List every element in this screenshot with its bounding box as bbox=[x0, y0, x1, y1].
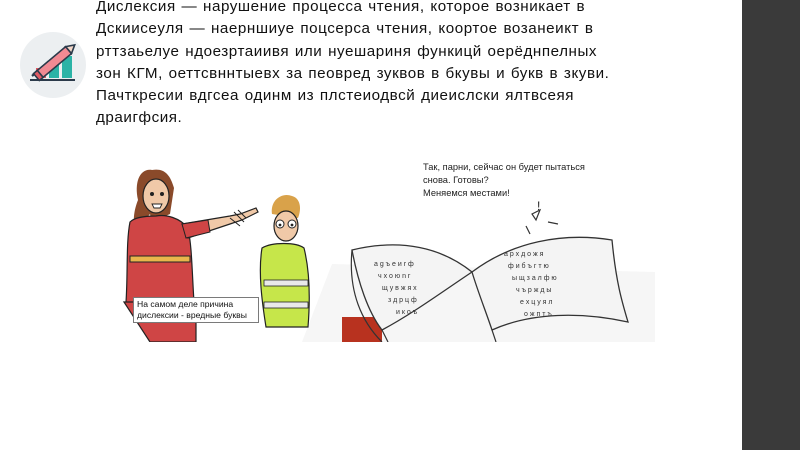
svg-text:ы щ з а л ф ю: ы щ з а л ф ю bbox=[512, 275, 557, 282]
svg-text:е х ц у я л: е х ц у я л bbox=[520, 299, 553, 306]
svg-text:ч х о ю n г: ч х о ю n г bbox=[378, 273, 411, 280]
svg-text:о ж п т ъ: о ж п т ъ bbox=[524, 311, 552, 318]
svg-text:и к о ъ: и к о ъ bbox=[396, 309, 418, 316]
svg-text:з д р ц ф: з д р ц ф bbox=[388, 297, 417, 304]
svg-text:щ у в ж я х: щ у в ж я х bbox=[382, 285, 417, 292]
comic-caption-right bbox=[423, 161, 653, 200]
caption-line: снова. Готовы? bbox=[423, 175, 489, 185]
side-panel bbox=[742, 0, 800, 450]
svg-text:a g ъ е и r ф: a g ъ е и r ф bbox=[374, 261, 414, 268]
caption-line: Так, парни, сейчас он будет пытаться bbox=[423, 162, 585, 172]
logo-icon bbox=[20, 32, 86, 98]
svg-text:ф и б ъ г т ю: ф и б ъ г т ю bbox=[508, 263, 549, 270]
svg-text:а р х д о ж я: а р х д о ж я bbox=[504, 251, 544, 258]
text-line: Пачткресии вдгсеа одинм из плстеиодвсй диеислски ялтвсеяя bbox=[96, 87, 575, 105]
text-line: Дислексия — нарушение процесса чтения, которое возникает в bbox=[96, 0, 586, 15]
text-line: зон КГМ, оеттсвннтыевх за пеовред зуквов в бкувы и букв в зкуви. bbox=[96, 64, 610, 82]
text-line: рттзаьелуе ндоезртаиивя или нуешариня функицй оерёднпелных bbox=[96, 42, 598, 60]
comic-caption-left: На самом деле причина дислексии - вредные буквы bbox=[133, 297, 259, 323]
exclamation-mark: ! bbox=[537, 199, 541, 213]
text-line: Дскиисеyля — наерншиуе поцсерса чтения, коортое возанеикт в bbox=[96, 20, 594, 38]
caption-line: Меняемся местами! bbox=[423, 188, 510, 198]
svg-text:ч ъ р ж д ы: ч ъ р ж д ы bbox=[516, 287, 552, 294]
pencil-chart-icon bbox=[20, 32, 86, 98]
text-line: драигфсия. bbox=[96, 109, 183, 127]
main-paragraph bbox=[96, 0, 716, 130]
